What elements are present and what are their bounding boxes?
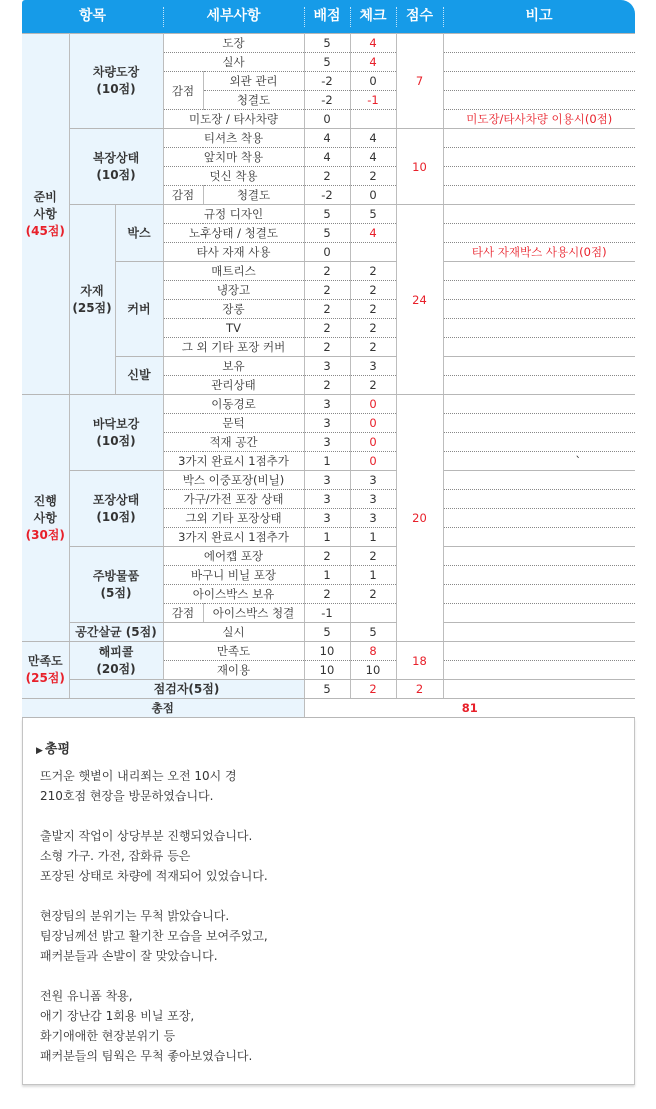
note-cell: 타사 자재박스 사용시(0점) [443,243,635,262]
points-cell: 3 [304,509,350,528]
check-cell: 2 [350,262,396,281]
subgroup-box: 박스 [115,205,163,262]
check-cell: 2 [350,376,396,395]
review-section [22,718,635,1085]
points-cell: 3 [304,357,350,376]
detail-cell: 그외 기타 포장상태 [163,509,304,528]
detail-cell: 덧신 착용 [163,167,304,186]
check-cell: 4 [350,129,396,148]
score-materials: 24 [396,205,443,395]
subgroup-cover: 커버 [115,262,163,357]
table-row [22,680,635,699]
detail-cell: 청결도 [203,91,304,110]
points-cell: 0 [304,243,350,262]
points-cell: 1 [304,528,350,547]
check-cell: 2 [350,167,396,186]
review-paragraph: 뜨거운 햇볕이 내리쬐는 오전 10시 경 210호점 현장을 방문하였습니다. [40,769,237,803]
points-cell: 2 [304,585,350,604]
checklist-table [22,33,635,718]
note-cell [443,319,635,338]
check-cell: 2 [350,585,396,604]
note-cell [443,642,635,661]
score-inspector: 2 [396,680,443,699]
detail-cell: 박스 이중포장(비닐) [163,471,304,490]
note-cell [443,623,635,642]
check-cell [350,243,396,262]
note-cell [443,528,635,547]
points-cell: 4 [304,148,350,167]
note-cell [443,566,635,585]
table-row [22,547,635,566]
check-cell: 2 [350,680,396,699]
total-value: 81 [304,699,635,718]
points-cell: 2 [304,281,350,300]
detail-cell: 만족도 [163,642,304,661]
detail-cell: 노후상태 / 청결도 [163,224,304,243]
check-cell: 1 [350,566,396,585]
note-cell [443,91,635,110]
note-cell [443,129,635,148]
points-cell: 2 [304,319,350,338]
subgroup-shoes: 신발 [115,357,163,395]
detail-cell: 보유 [163,357,304,376]
score-truck: 7 [396,34,443,129]
points-cell: 2 [304,167,350,186]
group-truck-paint: 차량도장 (10점) [69,34,163,129]
triangle-bullet-icon: ▶ [36,746,43,756]
check-cell: 3 [350,490,396,509]
note-cell [443,490,635,509]
points-cell: 2 [304,376,350,395]
check-cell: 2 [350,281,396,300]
detail-cell: 가구/가전 포장 상태 [163,490,304,509]
detail-cell: 앞치마 착용 [163,148,304,167]
detail-cell: 재이용 [163,661,304,680]
check-cell: 3 [350,509,396,528]
detail-cell: 실사 [163,53,304,72]
detail-cell: 실시 [163,623,304,642]
detail-cell: 타사 자재 사용 [163,243,304,262]
detail-cell: 관리상태 [163,376,304,395]
points-cell: 5 [304,224,350,243]
detail-cell: 그 외 기타 포장 커버 [163,338,304,357]
check-cell: 2 [350,319,396,338]
points-cell: 5 [304,680,350,699]
table-row [22,642,635,661]
points-cell: 10 [304,642,350,661]
check-cell: 10 [350,661,396,680]
note-cell [443,53,635,72]
note-cell [443,281,635,300]
detail-cell: 이동경로 [163,395,304,414]
score-clothing: 10 [396,129,443,205]
detail-cell: 매트리스 [163,262,304,281]
check-cell: 0 [350,72,396,91]
points-cell: -2 [304,72,350,91]
note-cell [443,186,635,205]
points-cell: 2 [304,262,350,281]
header-check: 체크 [359,8,387,24]
check-cell: 4 [350,34,396,53]
table-row [22,34,635,53]
check-cell: 4 [350,53,396,72]
header-item: 항목 [78,8,107,24]
table-row [22,205,635,224]
points-cell: 3 [304,490,350,509]
note-cell [443,395,635,414]
points-cell: 3 [304,395,350,414]
check-cell: 0 [350,414,396,433]
detail-cell: 3가지 완료시 1점추가 [163,452,304,471]
detail-cell: 외관 관리 [203,72,304,91]
check-cell: 3 [350,471,396,490]
review-paragraph: 현장팀의 분위기는 무척 밝았습니다. 팀장님께선 밝고 활기찬 모습을 보여주었고, 패커분들과 손발이 잘 맞았습니다. [40,909,268,963]
note-cell [443,376,635,395]
score-progress: 20 [396,395,443,642]
check-cell: 0 [350,452,396,471]
detail-cell: 에어캡 포장 [163,547,304,566]
deduct-label: 감점 [163,72,203,110]
check-cell: 4 [350,148,396,167]
table-header [22,0,635,33]
note-cell: ` [443,452,635,471]
group-sterilize: 공간살균 (5점) [69,623,163,642]
category-prep: 준비 사항 (45점) [22,34,69,395]
detail-cell: 문턱 [163,414,304,433]
detail-cell: 3가지 완료시 1점추가 [163,528,304,547]
check-cell: 2 [350,300,396,319]
note-cell [443,471,635,490]
points-cell: 10 [304,661,350,680]
points-cell: 2 [304,300,350,319]
table-row [22,623,635,642]
note-cell [443,680,635,699]
detail-cell: 도장 [163,34,304,53]
check-cell: 2 [350,338,396,357]
check-cell: 5 [350,205,396,224]
table-row [22,471,635,490]
note-cell: 미도장/타사차량 이용시(0점) [443,110,635,129]
review-paragraph: 출발지 작업이 상당부분 진행되었습니다. 소형 가구. 가전, 잡화류 등은 포장된 상태로 차량에 적재되어 있었습니다. [40,829,268,883]
group-floor: 바닥보강 (10점) [69,395,163,471]
points-cell: 2 [304,338,350,357]
review-title: ▶ 총평 [36,742,71,757]
check-cell: 5 [350,623,396,642]
deduct-label: 감점 [163,604,203,623]
points-cell: 5 [304,205,350,224]
review-body [36,766,634,1066]
category-satisfaction: 만족도 (25점) [22,642,69,699]
deduct-label: 감점 [163,186,203,205]
note-cell [443,224,635,243]
detail-cell: 청결도 [203,186,304,205]
detail-cell: 적재 공간 [163,433,304,452]
detail-cell: 바구니 비닐 포장 [163,566,304,585]
note-cell [443,509,635,528]
note-cell [443,661,635,680]
note-cell [443,205,635,224]
detail-cell: 티셔츠 착용 [163,129,304,148]
note-cell [443,148,635,167]
group-materials: 자재 (25점) [69,205,115,395]
points-cell: 3 [304,433,350,452]
detail-cell: 규정 디자인 [163,205,304,224]
detail-cell: 냉장고 [163,281,304,300]
points-cell: 5 [304,623,350,642]
note-cell [443,72,635,91]
table-row [22,129,635,148]
check-cell: 4 [350,224,396,243]
points-cell: 5 [304,53,350,72]
points-cell: 4 [304,129,350,148]
note-cell [443,167,635,186]
total-label: 총점 [22,699,304,718]
category-progress: 진행 사항 (30점) [22,395,69,642]
total-row [22,699,635,718]
points-cell: -2 [304,91,350,110]
detail-cell: TV [163,319,304,338]
group-happycall: 해피콜 (20점) [69,642,163,680]
check-cell [350,110,396,129]
check-cell: 3 [350,357,396,376]
check-cell: 1 [350,528,396,547]
note-cell [443,338,635,357]
check-cell: 0 [350,186,396,205]
inspection-sheet [22,0,635,1085]
check-cell: 0 [350,433,396,452]
points-cell: 2 [304,547,350,566]
note-cell [443,300,635,319]
check-cell: 8 [350,642,396,661]
note-cell [443,34,635,53]
points-cell: -1 [304,604,350,623]
group-inspector: 점검자(5점) [69,680,304,699]
note-cell [443,414,635,433]
header-score: 점수 [405,8,434,24]
note-cell [443,262,635,281]
table-row [22,395,635,414]
group-clothing: 복장상태 (10점) [69,129,163,205]
check-cell: 2 [350,547,396,566]
note-cell [443,547,635,566]
points-cell: -2 [304,186,350,205]
detail-cell: 아이스박스 청결 [203,604,304,623]
header-points: 배점 [313,8,341,24]
points-cell: 0 [304,110,350,129]
detail-cell: 미도장 / 타사차량 [163,110,304,129]
detail-cell: 장롱 [163,300,304,319]
points-cell: 1 [304,566,350,585]
header-note: 비고 [525,8,553,24]
review-paragraph: 전원 유니폼 착용, 애기 장난감 1회용 비닐 포장, 화기애애한 현장분위기 등 패커분들의 팀웍은 무척 좋아보였습니다. [40,989,253,1063]
note-cell [443,604,635,623]
note-cell [443,585,635,604]
check-cell: 0 [350,395,396,414]
group-packing: 포장상태 (10점) [69,471,163,547]
group-kitchen: 주방물품 (5점) [69,547,163,623]
points-cell: 3 [304,471,350,490]
points-cell: 1 [304,452,350,471]
header-detail: 세부사항 [206,8,261,24]
score-happycall: 18 [396,642,443,680]
detail-cell: 아이스박스 보유 [163,585,304,604]
check-cell [350,604,396,623]
check-cell: -1 [350,91,396,110]
points-cell: 5 [304,34,350,53]
note-cell [443,357,635,376]
note-cell [443,433,635,452]
points-cell: 3 [304,414,350,433]
